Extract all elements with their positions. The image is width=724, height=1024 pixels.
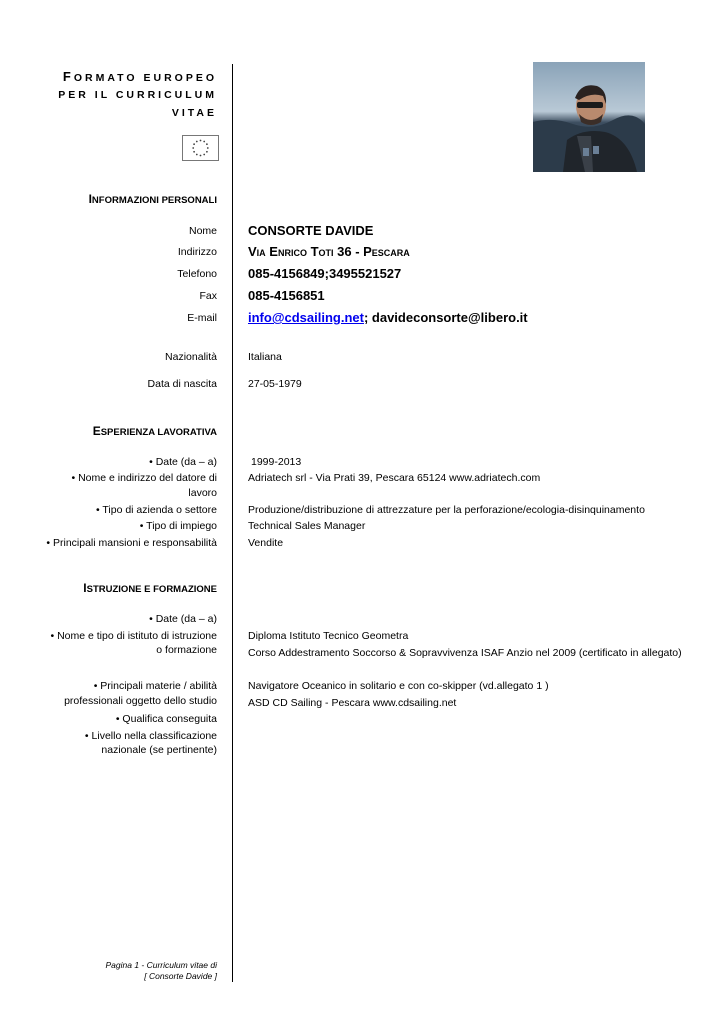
edu-istituto-label-1: • Nome e tipo di istituto di istruzione xyxy=(50,630,217,642)
exp-date-value: 1999-2013 xyxy=(251,456,302,468)
edu-istituto-value-1: Diploma Istituto Tecnico Geometra xyxy=(248,630,409,642)
edu-date-label: • Date (da – a) xyxy=(149,613,217,625)
section-initial: I xyxy=(83,581,87,595)
exp-datore-value: Adriatech srl - Via Prati 39, Pescara 65124 www.adriatech.com xyxy=(248,472,541,484)
section-personal-info xyxy=(89,192,217,208)
section-rest: STRUZIONE E FORMAZIONE xyxy=(86,584,217,595)
portrait-photo xyxy=(533,62,645,172)
exp-mansioni-value: Vendite xyxy=(248,537,284,549)
email-link[interactable]: info@cdsailing.net xyxy=(248,310,364,325)
footer-name-line: [ Consorte Davide ] xyxy=(144,971,217,981)
email-label: E-mail xyxy=(187,312,217,324)
nome-value: CONSORTE DAVIDE xyxy=(248,223,374,238)
edu-materie-label-2: professionali oggetto dello studio xyxy=(64,695,217,707)
title-rest: ORMATO EUROPEO xyxy=(73,72,217,84)
fax-value: 085-4156851 xyxy=(248,288,325,303)
nascita-label: Data di nascita xyxy=(147,378,217,390)
eu-flag-icon xyxy=(182,135,219,161)
edu-livello-label-2: nazionale (se pertinente) xyxy=(101,744,217,756)
exp-date-label: • Date (da – a) xyxy=(149,456,217,468)
exp-impiego-value: Technical Sales Manager xyxy=(248,520,366,532)
indirizzo-value: Via Enrico Toti 36 - Pescara xyxy=(248,244,410,259)
section-rest: SPERIENZA LAVORATIVA xyxy=(100,427,217,438)
cv-title-line-1 xyxy=(63,68,217,87)
exp-datore-label-1: • Nome e indirizzo del datore di xyxy=(71,472,217,484)
section-rest: NFORMAZIONI PERSONALI xyxy=(91,195,217,206)
fax-label: Fax xyxy=(199,290,217,302)
exp-impiego-label: • Tipo di impiego xyxy=(139,520,217,532)
edu-materie-value-1: Navigatore Oceanico in solitario e con co-skipper (vd.allegato 1 ) xyxy=(248,680,549,692)
exp-mansioni-label: • Principali mansioni e responsabilità xyxy=(46,537,217,549)
section-initial: I xyxy=(88,192,92,206)
edu-livello-label-1: • Livello nella classificazione xyxy=(84,730,217,742)
edu-istituto-value-2: Corso Addestramento Soccorso & Sopravvivenza ISAF Anzio nel 2009 (certificato in allegato) xyxy=(248,647,682,659)
section-education xyxy=(83,581,217,597)
email-value xyxy=(248,310,528,326)
edu-istituto-label-2: o formazione xyxy=(156,644,217,656)
title-initial: F xyxy=(62,69,74,84)
nazionalita-value: Italiana xyxy=(248,351,282,363)
exp-azienda-label: • Tipo di azienda o settore xyxy=(95,504,217,516)
edu-materie-label-1: • Principali materie / abilità xyxy=(93,680,217,692)
cv-title-line-2: PER IL CURRICULUM xyxy=(58,89,217,101)
footer-page-line: Pagina 1 - Curriculum vitae di xyxy=(105,960,217,970)
nascita-value: 27-05-1979 xyxy=(248,378,302,390)
indirizzo-label: Indirizzo xyxy=(177,246,217,258)
telefono-label: Telefono xyxy=(177,268,217,280)
column-divider xyxy=(232,64,233,982)
edu-qualifica-label: • Qualifica conseguita xyxy=(115,713,217,725)
edu-materie-value-2: ASD CD Sailing - Pescara www.cdsailing.net xyxy=(248,697,457,709)
telefono-value: 085-4156849;3495521527 xyxy=(248,266,402,281)
nazionalita-label: Nazionalità xyxy=(165,351,217,363)
section-initial: E xyxy=(92,424,101,438)
section-experience xyxy=(93,424,217,440)
email-secondary: ; davideconsorte@libero.it xyxy=(363,310,528,325)
cv-title-line-3: VITAE xyxy=(171,107,217,119)
exp-azienda-value: Produzione/distribuzione di attrezzature per la perforazione/ecologia-disinquinamento xyxy=(248,504,645,516)
nome-label: Nome xyxy=(188,225,217,237)
exp-datore-label-2: lavoro xyxy=(188,487,217,499)
